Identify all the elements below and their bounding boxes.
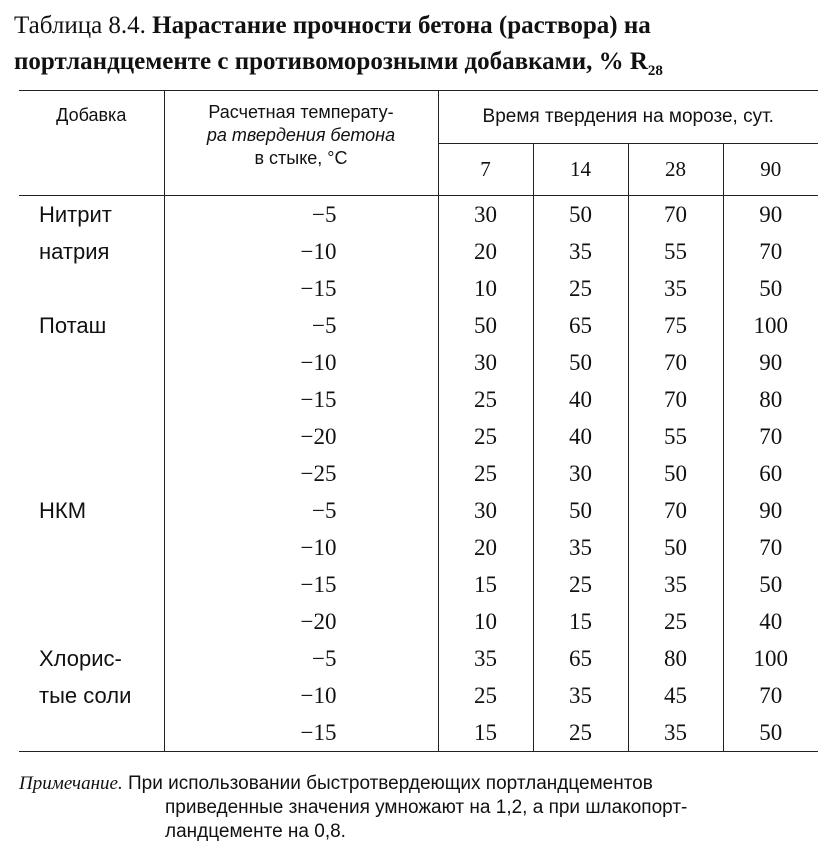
table-row [19, 418, 818, 455]
temperature-cell: −10 [164, 677, 438, 714]
header-day-7: 7 [438, 144, 533, 196]
strength-cell-day-7: 15 [438, 566, 533, 603]
temperature-cell: −10 [164, 233, 438, 270]
strength-cell-day-14: 35 [533, 529, 628, 566]
strength-cell-day-28: 70 [628, 381, 723, 418]
strength-cell-day-90: 40 [723, 603, 818, 640]
strength-cell-day-14: 50 [533, 196, 628, 234]
header-day-90: 90 [723, 144, 818, 196]
table-note [19, 772, 834, 844]
note-line-1: При использовании быстротвердеющих портландцементов [127, 773, 653, 794]
strength-cell-day-7: 25 [438, 381, 533, 418]
strength-cell-day-28: 35 [628, 566, 723, 603]
temperature-cell: −10 [164, 344, 438, 381]
strength-cell-day-90: 100 [723, 307, 818, 344]
temperature-cell: −10 [164, 529, 438, 566]
strength-cell-day-7: 20 [438, 233, 533, 270]
strength-cell-day-90: 100 [723, 640, 818, 677]
additive-cell [19, 418, 164, 455]
additive-cell: НКМ [39, 498, 87, 523]
temperature-cell: −25 [164, 455, 438, 492]
strength-cell-day-14: 25 [533, 714, 628, 752]
strength-cell-day-7: 50 [438, 307, 533, 344]
strength-cell-day-7: 25 [438, 677, 533, 714]
strength-cell-day-14: 25 [533, 566, 628, 603]
header-row-1 [19, 91, 818, 144]
temperature-cell: −5 [164, 492, 438, 529]
additive-cell: Поташ [39, 313, 107, 338]
table-row [19, 529, 818, 566]
strength-cell-day-14: 30 [533, 455, 628, 492]
additive-cell: натрия [39, 239, 110, 264]
additive-cell [19, 603, 164, 640]
strength-cell-day-7: 35 [438, 640, 533, 677]
strength-cell-day-14: 65 [533, 640, 628, 677]
header-temp-line-2: ра твердения бетона [206, 125, 396, 145]
note-label: Примечание. [19, 773, 123, 794]
strength-cell-day-28: 70 [628, 344, 723, 381]
strength-cell-day-14: 50 [533, 344, 628, 381]
strength-cell-day-90: 70 [723, 418, 818, 455]
table-row [19, 714, 818, 752]
strength-cell-day-14: 65 [533, 307, 628, 344]
strength-cell-day-14: 15 [533, 603, 628, 640]
strength-cell-day-14: 35 [533, 233, 628, 270]
additive-cell [19, 270, 164, 307]
additive-cell [19, 714, 164, 752]
header-temperature [164, 91, 438, 196]
header-day-14: 14 [533, 144, 628, 196]
strength-cell-day-28: 25 [628, 603, 723, 640]
temperature-cell: −15 [164, 270, 438, 307]
strength-cell-day-14: 40 [533, 381, 628, 418]
header-temp-line-3: в стыке, °С [254, 148, 348, 168]
additive-cell [19, 529, 164, 566]
additive-cell [19, 344, 164, 381]
strength-cell-day-28: 35 [628, 270, 723, 307]
strength-cell-day-7: 25 [438, 418, 533, 455]
strength-cell-day-7: 10 [438, 270, 533, 307]
strength-cell-day-90: 60 [723, 455, 818, 492]
additive-cell: Нитрит [39, 202, 112, 227]
strength-cell-day-7: 30 [438, 344, 533, 381]
strength-cell-day-90: 50 [723, 566, 818, 603]
table-row [19, 344, 818, 381]
strength-cell-day-90: 70 [723, 677, 818, 714]
note-line-3: ландцементе на 0,8. [165, 821, 346, 842]
strength-cell-day-28: 70 [628, 196, 723, 234]
temperature-cell: −15 [164, 714, 438, 752]
additive-cell: тые соли [39, 683, 132, 708]
strength-cell-day-90: 90 [723, 492, 818, 529]
table-row [19, 603, 818, 640]
table-row [19, 677, 818, 714]
strength-cell-day-7: 30 [438, 196, 533, 234]
strength-cell-day-90: 50 [723, 714, 818, 752]
strength-cell-day-28: 80 [628, 640, 723, 677]
strength-cell-day-14: 25 [533, 270, 628, 307]
header-day-28: 28 [628, 144, 723, 196]
strength-cell-day-28: 35 [628, 714, 723, 752]
additive-cell [19, 381, 164, 418]
strength-cell-day-28: 55 [628, 233, 723, 270]
strength-cell-day-90: 70 [723, 233, 818, 270]
temperature-cell: −20 [164, 418, 438, 455]
strength-cell-day-7: 20 [438, 529, 533, 566]
strength-cell-day-90: 50 [723, 270, 818, 307]
strength-cell-day-90: 90 [723, 196, 818, 234]
table-row [19, 270, 818, 307]
temperature-cell: −20 [164, 603, 438, 640]
additive-cell: Хлорис- [39, 646, 122, 671]
temperature-cell: −15 [164, 381, 438, 418]
table-row [19, 640, 818, 677]
strength-cell-day-28: 50 [628, 455, 723, 492]
strength-cell-day-28: 55 [628, 418, 723, 455]
strength-cell-day-7: 15 [438, 714, 533, 752]
strength-cell-day-28: 50 [628, 529, 723, 566]
strength-cell-day-7: 30 [438, 492, 533, 529]
table-row [19, 233, 818, 270]
strength-cell-day-14: 40 [533, 418, 628, 455]
header-additive: Добавка [19, 91, 164, 196]
strength-cell-day-14: 35 [533, 677, 628, 714]
strength-cell-day-28: 75 [628, 307, 723, 344]
strength-cell-day-90: 70 [723, 529, 818, 566]
table-row [19, 566, 818, 603]
strength-cell-day-90: 80 [723, 381, 818, 418]
table-row [19, 307, 818, 344]
concrete-strength-table [19, 90, 818, 752]
strength-cell-day-28: 45 [628, 677, 723, 714]
temperature-cell: −15 [164, 566, 438, 603]
note-line-2: приведенные значения умножают на 1,2, а при шлакопорт- [165, 797, 688, 818]
temperature-cell: −5 [164, 196, 438, 234]
header-temp-line-1: Расчетная температу- [208, 102, 394, 122]
table-row [19, 492, 818, 529]
additive-cell [19, 455, 164, 492]
table-title [14, 8, 829, 89]
strength-cell-day-7: 25 [438, 455, 533, 492]
table-caption-text: Нарастание прочности бетона (раствора) на портландцементе с противоморозными добавками, % R [14, 12, 651, 75]
header-hardening-time: Время твердения на морозе, сут. [438, 91, 818, 144]
table-row [19, 455, 818, 492]
temperature-cell: −5 [164, 640, 438, 677]
strength-cell-day-28: 70 [628, 492, 723, 529]
temperature-cell: −5 [164, 307, 438, 344]
strength-cell-day-14: 50 [533, 492, 628, 529]
strength-cell-day-90: 90 [723, 344, 818, 381]
strength-cell-day-7: 10 [438, 603, 533, 640]
additive-cell [19, 566, 164, 603]
table-caption-number: Таблица 8.4. [14, 12, 146, 39]
table-row [19, 381, 818, 418]
r28-subscript: 28 [647, 63, 663, 79]
table-row [19, 196, 818, 234]
